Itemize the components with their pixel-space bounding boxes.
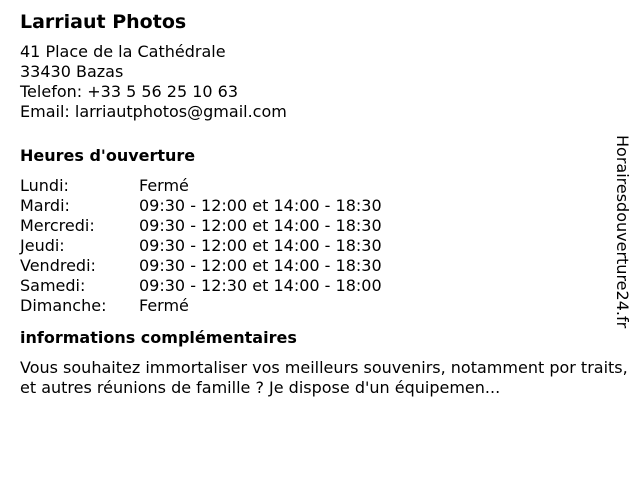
hours-day: Mercredi:	[20, 216, 95, 235]
additional-info-heading: informations complémentaires	[20, 328, 297, 347]
hours-day: Dimanche:	[20, 296, 107, 315]
address-street: 41 Place de la Cathédrale	[20, 42, 226, 61]
email-line: Email: larriautphotos@gmail.com	[20, 102, 287, 121]
opening-hours-table	[20, 176, 620, 316]
hours-row-wednesday	[20, 216, 620, 236]
hours-time: 09:30 - 12:00 et 14:00 - 18:30	[139, 236, 382, 255]
hours-day: Lundi:	[20, 176, 69, 195]
business-name: Larriaut Photos	[20, 11, 187, 33]
hours-day: Vendredi:	[20, 256, 96, 275]
phone-line: Telefon: +33 5 56 25 10 63	[20, 82, 239, 101]
additional-info-text: Vous souhaitez immortaliser vos meilleurs souvenirs, notamment por traits, et autres réunions de famille ? Je dispose d'un équipemen...	[20, 358, 628, 397]
hours-time: 09:30 - 12:00 et 14:00 - 18:30	[139, 256, 382, 275]
hours-row-sunday	[20, 296, 620, 316]
hours-row-friday	[20, 256, 620, 276]
hours-day: Samedi:	[20, 276, 86, 295]
hours-time: 09:30 - 12:00 et 14:00 - 18:30	[139, 196, 382, 215]
address-city: 33430 Bazas	[20, 62, 124, 81]
hours-row-thursday	[20, 236, 620, 256]
hours-row-monday	[20, 176, 620, 196]
hours-time: 09:30 - 12:30 et 14:00 - 18:00	[139, 276, 382, 295]
site-watermark: Horairesdouverture24.fr	[613, 135, 632, 329]
opening-hours-heading: Heures d'ouverture	[20, 146, 196, 165]
hours-day: Mardi:	[20, 196, 70, 215]
hours-time: 09:30 - 12:00 et 14:00 - 18:30	[139, 216, 382, 235]
hours-time: Fermé	[139, 296, 189, 315]
hours-row-tuesday	[20, 196, 620, 216]
hours-day: Jeudi:	[20, 236, 65, 255]
hours-row-saturday	[20, 276, 620, 296]
hours-time: Fermé	[139, 176, 189, 195]
